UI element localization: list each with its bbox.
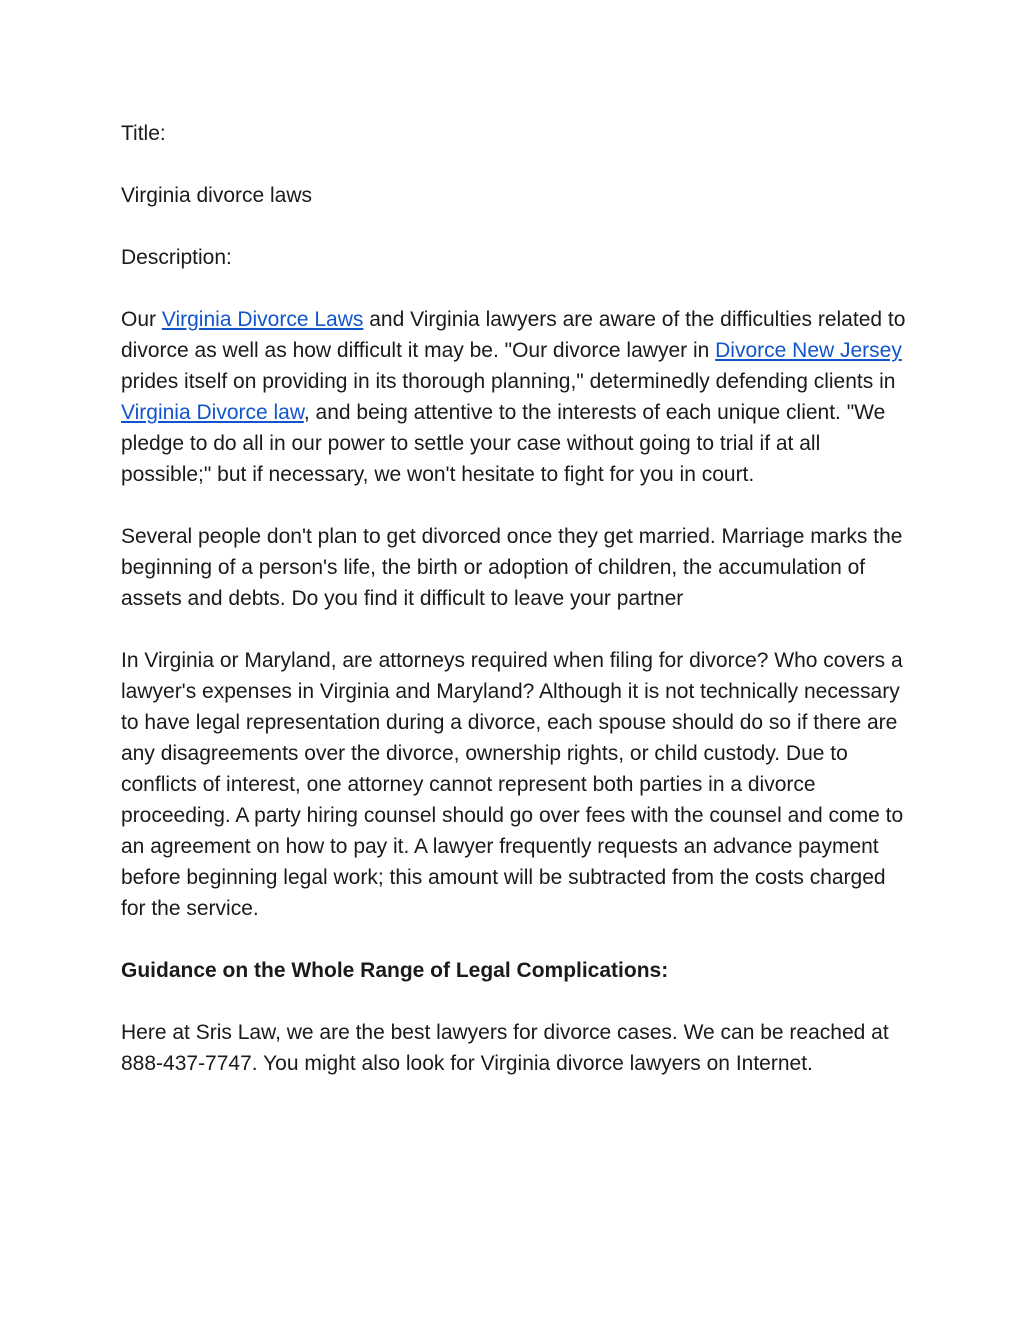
intro-text-1: Our [121,308,162,331]
virginia-divorce-law-link[interactable]: Virginia Divorce law [121,401,304,424]
intro-text-2: and Virginia lawyers are aware of the difficulties related to divorce as well as how difficult it may be. "Our divorce lawyer in [121,308,906,362]
section-heading: Guidance on the Whole Range of Legal Complications: [121,959,669,982]
contact-paragraph: Here at Sris Law, we are the best lawyers for divorce cases. We can be reached at 888-437-7747. You might also look for Virginia divorce lawyers on Internet. [121,1021,889,1075]
marriage-paragraph: Several people don't plan to get divorced once they get married. Marriage marks the beginning of a person's life, the birth or adoption of children, the accumulation of assets and debts. Do you find it difficult to leave your partner [121,525,903,610]
virginia-divorce-laws-link[interactable]: Virginia Divorce Laws [161,308,364,331]
description-label: Description: [121,246,232,269]
intro-paragraph [121,304,911,490]
attorneys-paragraph: In Virginia or Maryland, are attorneys required when filing for divorce? Who covers a lawyer's expenses in Virginia and Maryland? Although it is not technically necessary to have legal representation during a divorce, each spouse should do so if there are any disagreements over the divorce, ownership rights, or child custody. Due to conflicts of interest, one attorney cannot represent both parties in a divorce proceeding. A party hiring counsel should go over fees with the counsel and come to an agreement on how to pay it. A lawyer frequently requests an advance payment before beginning legal work; this amount will be subtracted from the costs charged for the service. [121,649,904,920]
title-label: Title: [121,122,166,145]
divorce-new-jersey-link[interactable]: Divorce New Jersey [715,339,902,362]
document-page [121,118,911,1110]
intro-text-3: prides itself on providing in its thorough planning," determinedly defending clients in [121,370,896,393]
intro-text-4: , and being attentive to the interests of each unique client. "We pledge to do all in our power to settle your case without going to trial if at all possible;" but if necessary, we won't hesitate to fight for you in court. [121,401,886,486]
title-value: Virginia divorce laws [121,184,313,207]
